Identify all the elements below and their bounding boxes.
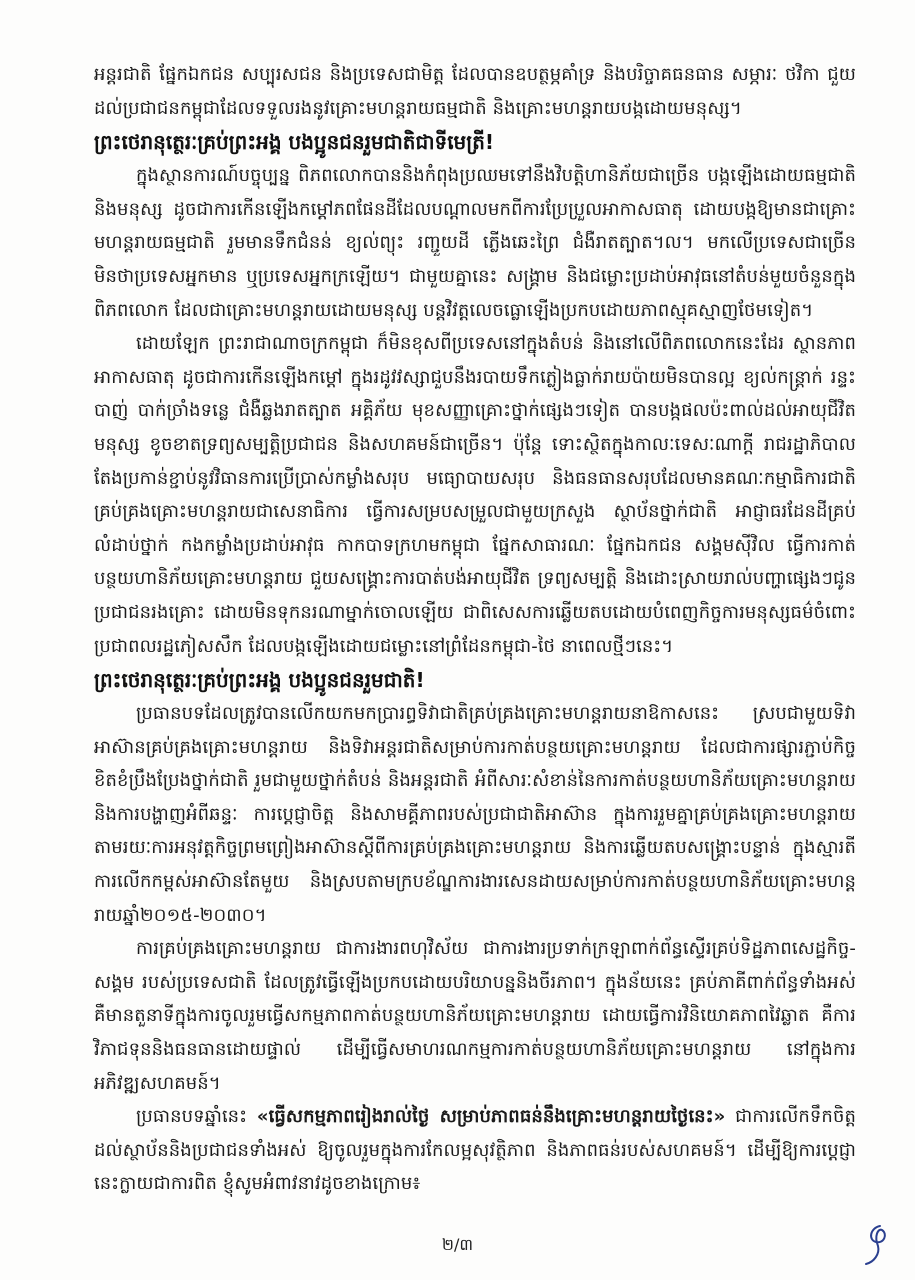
salutation-heading-1: ព្រះថេរានុត្ថេរៈគ្រប់ព្រះអង្គ បងប្អូនជនរួមជាតិជាទីមេត្រី! xyxy=(94,130,495,155)
paragraph-5: ការគ្រប់គ្រងគ្រោះមហន្តរាយ ជាការងារពហុវិស័យ ជាការងារប្រទាក់ក្រឡាពាក់ព័ន្ធស្ទើរគ្រប់ទិដ្ឋភាពសេដ្ឋកិច្ច-សង្គម របស់ប្រទេសជាតិ ដែលត្រូវធ្វើឡើងប្រកបដោយបរិយាបន្ននិងចីរភាព។ ក្នុងន័យនេះ គ្រប់ភាគីពាក់ព័ន្ធទាំងអស់ គឺមានតួនាទីក្នុងការចូលរួមធ្វើសកម្មភាពកាត់បន្ថយហានិភ័យគ្រោះមហន្តរាយ ដោយធ្វើការវិនិយោគភាពវៃឆ្លាត គឺការវិភាជទុននិងធនធានដោយផ្ទាល់ ដើម្បីធ្វើសមាហរណកម្មការកាត់បន្ថយហានិភ័យគ្រោះមហន្តរាយ នៅក្នុងការអភិវឌ្ឍសហគមន៍។ xyxy=(94,938,856,1094)
paragraph-6-rest: ជាការលើកទឹកចិត្តដល់ស្ថាប័ននិងប្រជាជនទាំងអស់ ឱ្យចូលរួមក្នុងការកែលម្អសុវត្ថិភាព និងភាពធន់របស់សហគមន៍។ ដើម្បីឱ្យការប្ដេជ្ញានេះក្លាយជាការពិត ខ្ញុំសូមអំពាវនាវដូចខាងក្រោម៖ xyxy=(94,1106,856,1195)
document-body xyxy=(94,58,856,1201)
page-number: ២/៣ xyxy=(441,1235,474,1254)
paragraph-6 xyxy=(94,1100,856,1201)
paragraph-3: ដោយឡែក ព្រះរាជាណាចក្រកម្ពុជា ក៏មិនខុសពីប្រទេសនៅក្នុងតំបន់ និងនៅលើពិភពលោកនេះដែរ ស្ថានភាពអាកាសធាតុ ដូចជាការកើនឡើងកម្ដៅ ក្នុងរដូវវស្សាជួបនឹងរបាយទឹកភ្លៀងធ្លាក់រាយប៉ាយមិនបានល្អ ខ្យល់កន្ត្រាក់ រន្ទះបាញ់ បាក់ច្រាំងទន្លេ ជំងឺឆ្លងរាតត្បាត អគ្គិភ័យ មុខសញ្ញាគ្រោះថ្នាក់ផ្សេងៗទៀត បានបង្កផលប៉ះពាល់ដល់អាយុជីវិតមនុស្ស ខូចខាតទ្រព្យសម្បត្តិប្រជាជន និងសហគមន៍ជាច្រើន។ ប៉ុន្តែ ទោះស្ថិតក្នុងកាលៈទេសៈណាក្តី រាជរដ្ឋាភិបាលតែងប្រកាន់ខ្ជាប់នូវវិធានការប្រើប្រាស់កម្លាំងសរុប មធ្យោបាយសរុប និងធនធានសរុបដែលមានគណៈកម្មាធិការជាតិគ្រប់គ្រងគ្រោះមហន្តរាយជាសេនាធិការ ធ្វើការសម្របសម្រួលជាមួយក្រសួង ស្ថាប័នថ្នាក់ជាតិ អាជ្ញាធរដែនដីគ្រប់លំដាប់ថ្នាក់ កងកម្លាំងប្រដាប់អាវុធ កាកបាទក្រហមកម្ពុជា ផ្នែកសាធារណៈ ផ្នែកឯកជន សង្គមស៊ីវិល ធ្វើការកាត់បន្ថយហានិភ័យគ្រោះមហន្តរាយ ជួយសង្គ្រោះការបាត់បង់អាយុជីវិត ទ្រព្យសម្បត្តិ និងដោះស្រាយរាល់បញ្ហាផ្សេងៗជូនប្រជាជនរងគ្រោះ ដោយមិនទុកនរណាម្នាក់ចោលឡើយ ជាពិសេសការឆ្លើយតបដោយបំពេញកិច្ចការមនុស្សធម៌ចំពោះប្រជាពលរដ្ឋភៀសសឹក ដែលបង្កឡើងដោយជម្លោះនៅព្រំដែនកម្ពុជា-ថៃ នាពេលថ្មីៗនេះ។ xyxy=(94,333,856,657)
paragraph-2: ក្នុងស្ថានការណ៍បច្ចុប្បន្ន ពិភពលោកបាននិងកំពុងប្រឈមទៅនឹងវិបត្តិហានិភ័យជាច្រើន បង្កឡើងដោយធម្មជាតិនិងមនុស្ស ដូចជាការកើនឡើងកម្ដៅភពផែនដីដែលបណ្ដាលមកពីការប្រែប្រួលអាកាសធាតុ ដោយបង្កឱ្យមានជាគ្រោះមហន្តរាយធម្មជាតិ រួមមានទឹកជំនន់ ខ្យល់ព្យុះ រញ្ជួយដី ភ្លើងឆេះព្រៃ ជំងឺរាតត្បាត។ល។ មកលើប្រទេសជាច្រើន មិនថាប្រទេសអ្នកមាន ឬប្រទេសអ្នកក្រឡើយ។ ជាមួយគ្នានេះ សង្គ្រាម និងជម្លោះប្រដាប់អាវុធនៅតំបន់មួយចំនួនក្នុងពិភពលោក ដែលជាគ្រោះមហន្តរាយដោយមនុស្ស បន្តវិវត្តលេចធ្លោឡើងប្រកបដោយភាពស្មុគស្មាញថែមទៀត។ xyxy=(94,165,856,321)
paragraph-6-intro: ប្រធានបទឆ្នាំនេះ xyxy=(136,1106,257,1128)
paragraph-4: ប្រធានបទដែលត្រូវបានលើកយកមកប្រារព្ធទិវាជាតិគ្រប់គ្រងគ្រោះមហន្តរាយនាឱកាសនេះ ស្របជាមួយទិវាអាស៊ានគ្រប់គ្រងគ្រោះមហន្តរាយ និងទិវាអន្តរជាតិសម្រាប់ការកាត់បន្ថយគ្រោះមហន្តរាយ ដែលជាការផ្សារភ្ជាប់កិច្ចខិតខំប្រឹងប្រែងថ្នាក់ជាតិ រួមជាមួយថ្នាក់តំបន់ និងអន្តរជាតិ អំពីសារៈសំខាន់នៃការកាត់បន្ថយហានិភ័យគ្រោះមហន្តរាយ និងការបង្ហាញអំពីឆន្ទៈ ការប្ដេជ្ញាចិត្ត និងសាមគ្គីភាពរបស់ប្រជាជាតិអាស៊ាន ក្នុងការរួមគ្នាគ្រប់គ្រងគ្រោះមហន្តរាយ តាមរយៈការអនុវត្តកិច្ចព្រមព្រៀងអាស៊ានស្ដីពីការគ្រប់គ្រងគ្រោះមហន្តរាយ និងការឆ្លើយតបសង្គ្រោះបន្ទាន់ ក្នុងស្មារតីការលើកកម្ពស់អាស៊ានតែមួយ និងស្របតាមក្របខ័ណ្ឌការងារសេនដាយសម្រាប់ការកាត់បន្ថយហានិភ័យគ្រោះមហន្តរាយឆ្នាំ២០១៥-២០៣០។ xyxy=(94,703,856,926)
paragraph-1: អន្តរជាតិ ផ្នែកឯកជន សប្បុរសជន និងប្រទេសជាមិត្ត ដែលបានឧបត្ថម្ភគាំទ្រ និងបរិច្ចាគធនធាន សម្ភារៈ ថវិកា ជួយដល់ប្រជាជនកម្ពុជាដែលទទួលរងនូវគ្រោះមហន្តរាយធម្មជាតិ និងគ្រោះមហន្តរាយបង្កដោយមនុស្ស។ xyxy=(94,64,856,119)
salutation-heading-2: ព្រះថេរានុត្ថេរៈគ្រប់ព្រះអង្គ បងប្អូនជនរួមជាតិ! xyxy=(94,668,425,693)
annual-theme: «ធ្វើសកម្មភាពរៀងរាល់ថ្ងៃ សម្រាប់ភាពធន់នឹងគ្រោះមហន្តរាយថ្ងៃនេះ» xyxy=(256,1106,726,1128)
handwritten-initial-icon xyxy=(858,1220,898,1268)
